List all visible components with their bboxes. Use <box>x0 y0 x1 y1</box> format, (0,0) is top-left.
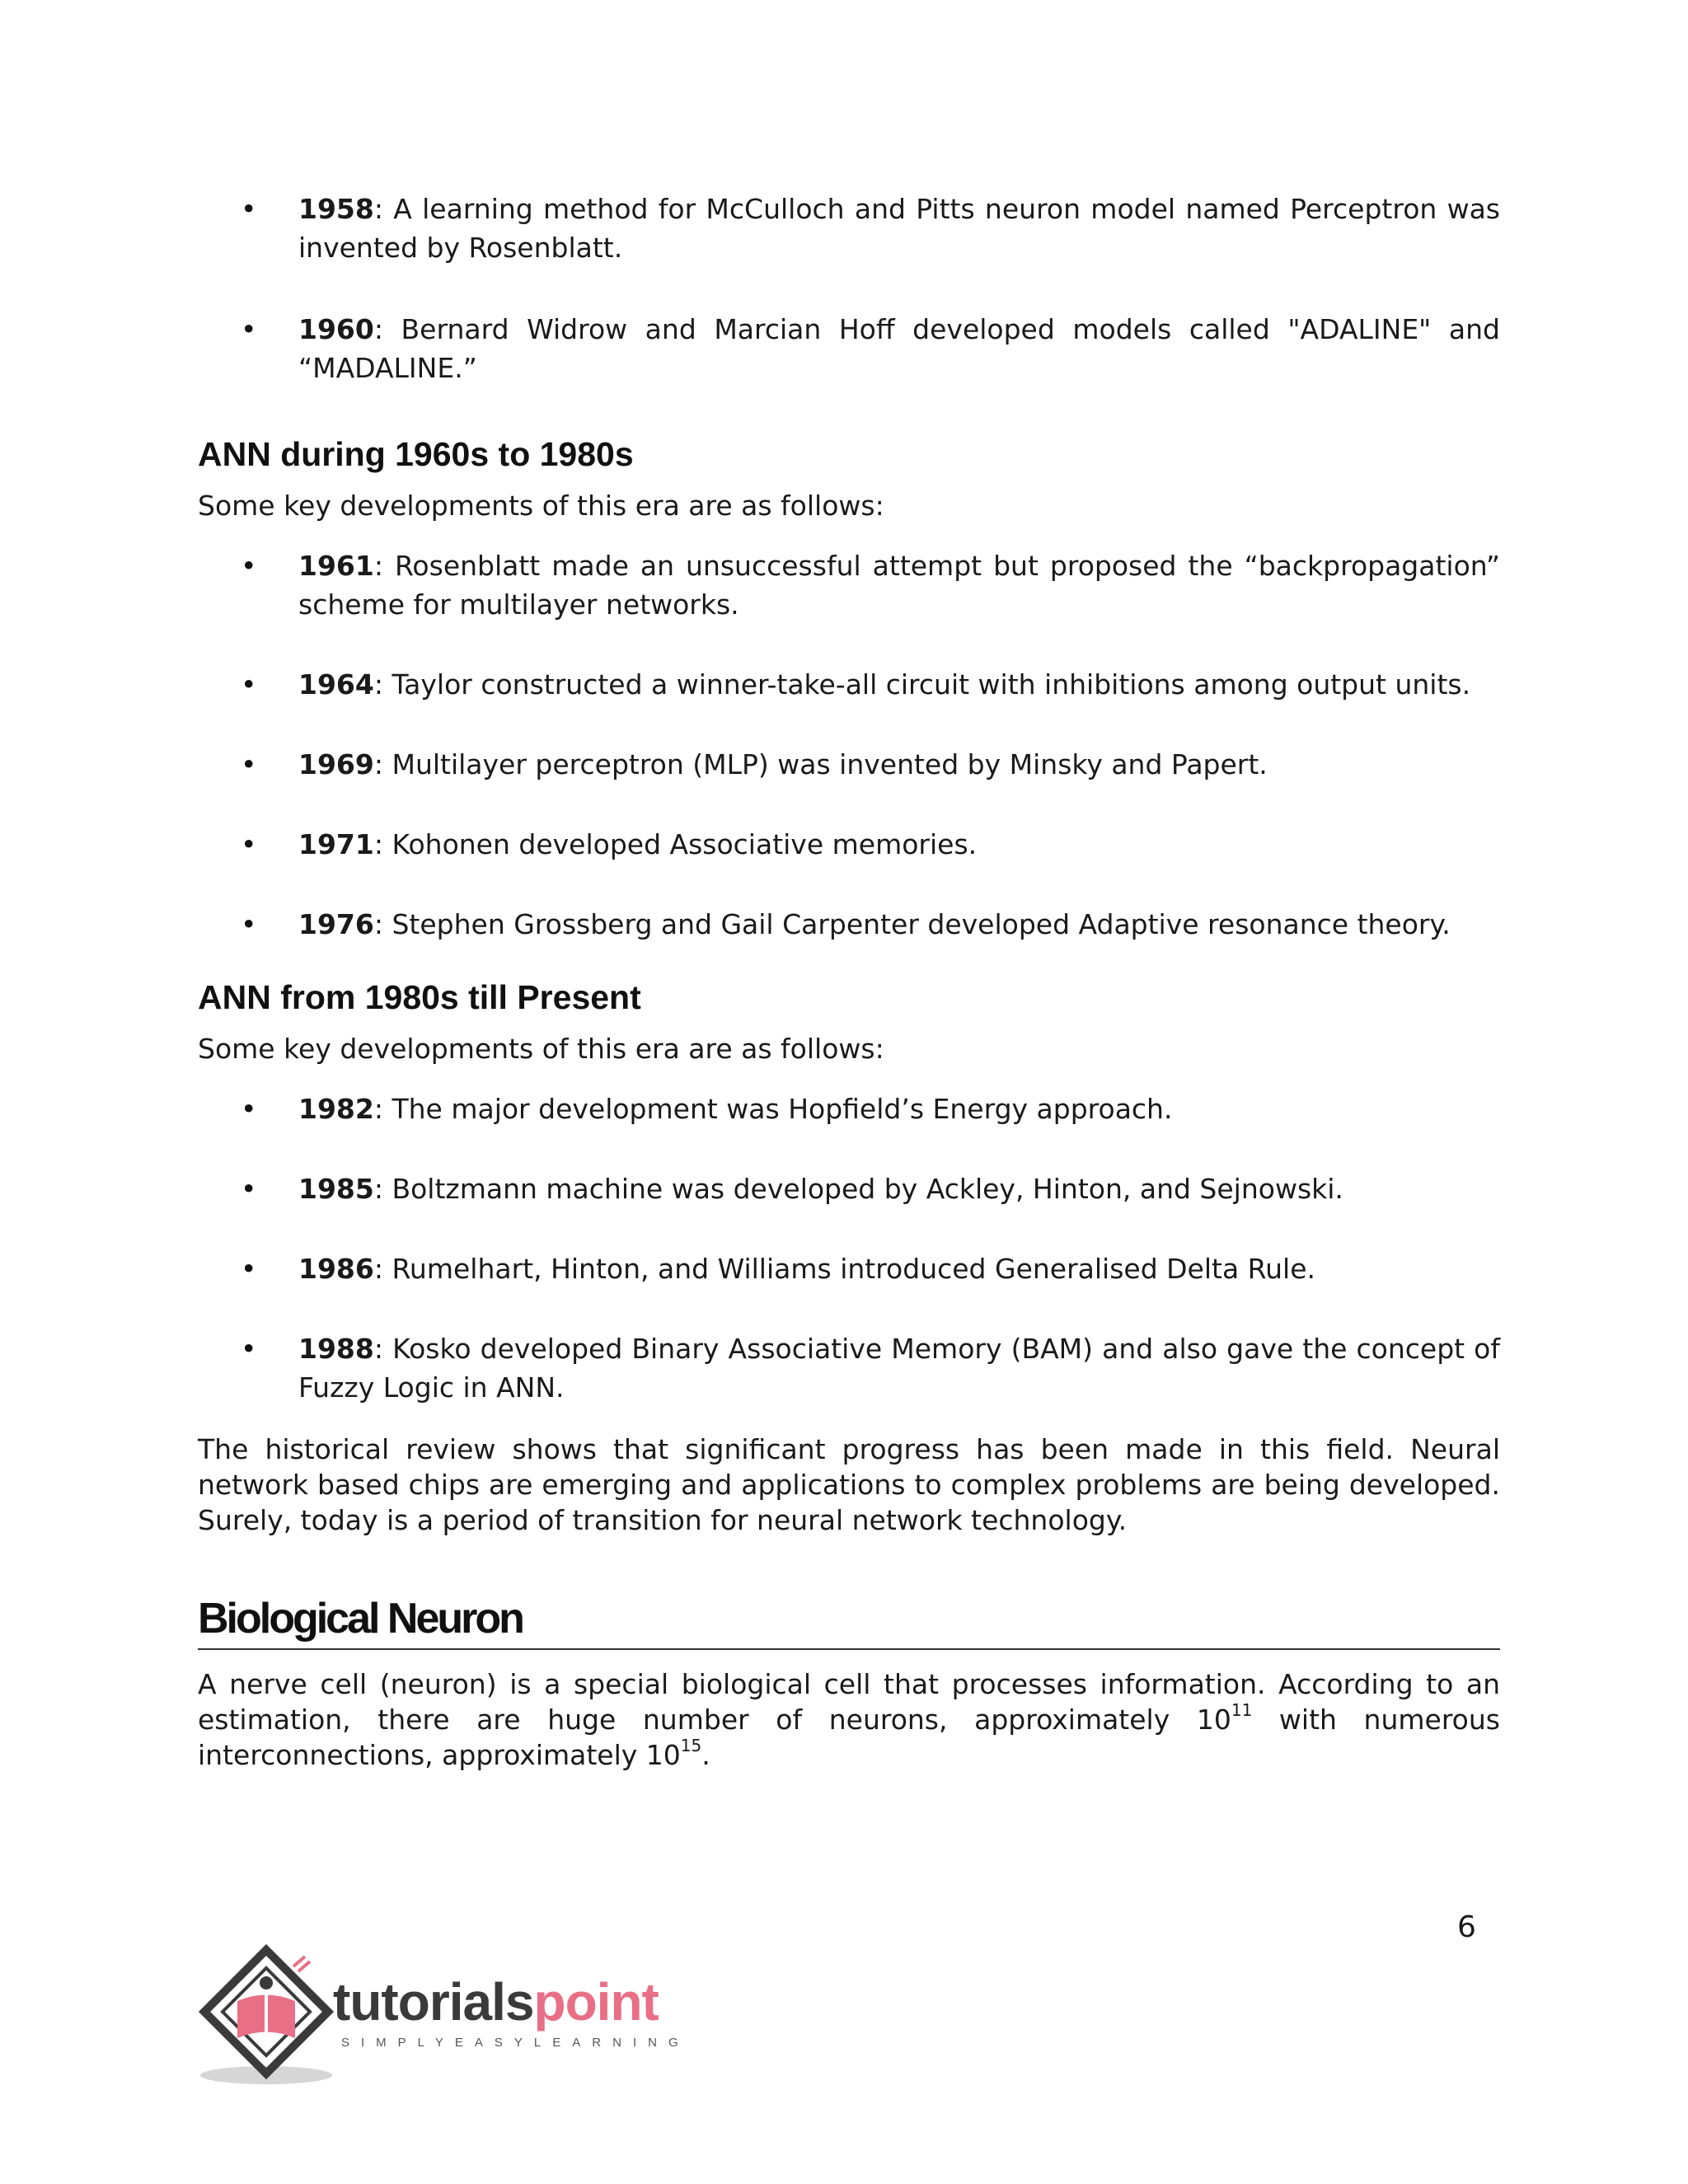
milestone-year: 1988 <box>298 1333 374 1365</box>
list-item <box>198 745 1500 784</box>
list-item <box>198 1329 1500 1407</box>
neuron-text-b: with numerous interconnections, approximately 10 <box>198 1704 1500 1771</box>
list-item <box>198 1169 1500 1208</box>
logo-wordmark <box>333 1973 659 2031</box>
list-item <box>198 825 1500 864</box>
page-number: 6 <box>1457 1910 1476 1944</box>
milestone-text: : Kohonen developed Associative memories. <box>373 828 978 860</box>
list-item <box>198 190 1500 267</box>
logo-word-tutorials: tutorials <box>333 1972 534 2032</box>
list-item <box>198 546 1500 624</box>
milestone-text: : Multilayer perceptron (MLP) was invented by Minsky and Papert. <box>373 748 1268 780</box>
list-item <box>198 1090 1500 1128</box>
milestone-text: : Kosko developed Binary Associative Memory (BAM) and also gave the concept of Fuzzy Logic in ANN. <box>298 1333 1500 1404</box>
logo-emblem-icon <box>196 1943 336 2088</box>
list-item <box>198 905 1500 944</box>
neuron-text-c: . <box>701 1739 710 1771</box>
neuron-exponent-a: 11 <box>1231 1700 1253 1720</box>
milestone-year: 1986 <box>298 1253 374 1285</box>
milestone-text: : A learning method for McCulloch and Pitts neuron model named Perceptron was invented by Rosenblatt. <box>298 193 1500 264</box>
biological-neuron-heading: Biological Neuron <box>198 1595 523 1643</box>
milestone-year: 1971 <box>298 828 374 860</box>
milestones-1980s-list <box>198 1090 1500 1407</box>
milestone-year: 1964 <box>298 668 374 701</box>
milestone-text: : Boltzmann machine was developed by Ackley, Hinton, and Sejnowski. <box>373 1173 1343 1205</box>
section-heading-1980s: ANN from 1980s till Present <box>198 978 641 1016</box>
milestone-year: 1982 <box>298 1093 374 1125</box>
milestone-text: : Rosenblatt made an unsuccessful attempt but proposed the “backpropagation” scheme for multilayer networks. <box>298 550 1500 621</box>
milestone-year: 1985 <box>298 1173 374 1205</box>
milestone-year: 1961 <box>298 550 374 582</box>
neuron-text-a: A nerve cell (neuron) is a special biological cell that processes information. According to an estimation, there are huge number of neurons, approximately 10 <box>198 1668 1500 1736</box>
logo-tagline: SIMPLYEASYLEARNING <box>341 2036 690 2050</box>
milestone-text: : Stephen Grossberg and Gail Carpenter developed Adaptive resonance theory. <box>373 908 1451 940</box>
section-intro: Some key developments of this era are as follows: <box>198 1033 884 1065</box>
milestone-year: 1976 <box>298 908 374 940</box>
list-item <box>198 1249 1500 1288</box>
milestones-1960s-list <box>198 546 1500 944</box>
milestone-text: : Taylor constructed a winner-take-all circuit with inhibitions among output units. <box>373 668 1471 701</box>
milestone-text: : Bernard Widrow and Marcian Hoff developed models called "ADALINE" and “MADALINE.” <box>298 313 1500 384</box>
list-item <box>198 665 1500 704</box>
tutorialspoint-logo <box>196 1943 690 2088</box>
biological-neuron-heading-block <box>198 1594 1500 1650</box>
section-heading-1960s: ANN during 1960s to 1980s <box>198 435 634 473</box>
milestone-text: : Rumelhart, Hinton, and Williams introduced Generalised Delta Rule. <box>373 1253 1316 1285</box>
neuron-exponent-b: 15 <box>680 1736 702 1755</box>
milestone-year: 1969 <box>298 748 374 780</box>
milestone-text: : The major development was Hopfield’s Energy approach. <box>373 1093 1173 1125</box>
list-item <box>198 310 1500 387</box>
logo-word-point: point <box>533 1972 659 2032</box>
milestone-year: 1960 <box>298 313 374 345</box>
biological-neuron-paragraph <box>198 1666 1500 1773</box>
milestone-year: 1958 <box>298 193 374 225</box>
document-page <box>198 190 1500 1773</box>
historical-review-paragraph: The historical review shows that significant progress has been made in this field. Neural network based chips are emerging and applications to complex problems are being developed. Surely, today is a period of transition for neural network technology. <box>198 1433 1500 1536</box>
early-milestones-list <box>198 190 1500 387</box>
section-intro: Some key developments of this era are as follows: <box>198 490 884 522</box>
